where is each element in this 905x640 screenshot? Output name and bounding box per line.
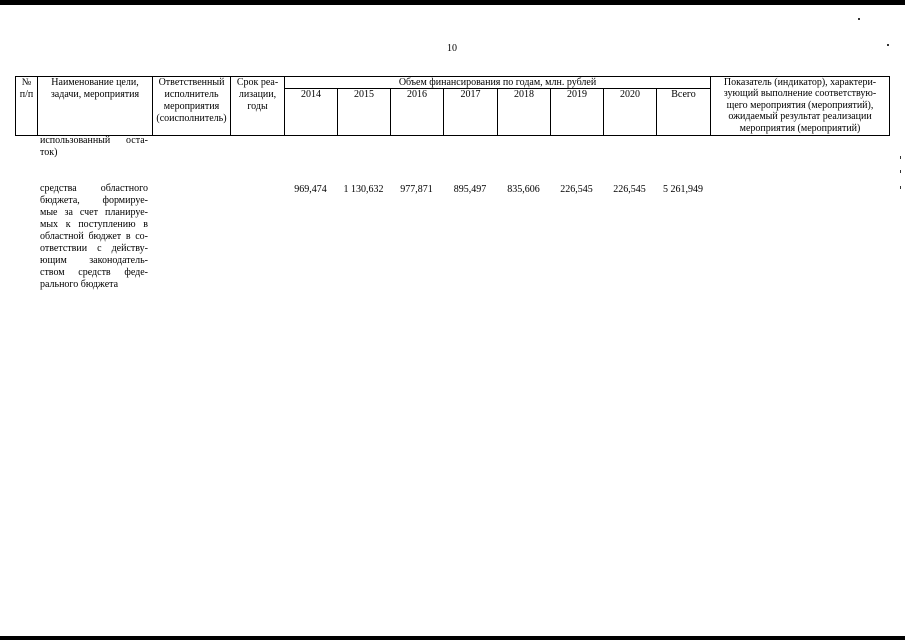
row-value-2014: 969,474 [294,184,327,195]
row-name-line: ющим законодатель- [40,255,148,266]
header-cell-funding [285,77,711,89]
header-line: мероприятия [163,101,220,112]
header-line: Показатель (индикатор), характери- [723,77,877,88]
row-name-line: областной бюджет в со- [40,231,148,242]
header-line: Наименование цели, [51,77,139,88]
row-name-line: ток) [40,147,58,158]
header-cell-year-2020 [604,89,657,136]
row-value-2019: 226,545 [560,184,593,195]
header-line: 2018 [514,89,534,100]
scan-edge-top [0,0,905,5]
row-name-line: ством средств феде- [40,267,148,278]
header-cell-term [231,77,285,136]
header-line: 2019 [567,89,587,100]
row-value-2018: 835,606 [507,184,540,195]
row-name-line: средства областного [40,183,148,194]
header-cell-name [38,77,153,136]
scan-edge-bottom [0,636,905,640]
table-header [15,76,890,136]
table-row [40,135,148,159]
page-number: 10 [447,43,457,54]
row-name-line: использованный оста- [40,135,148,146]
row-name-line: рального бюджета [40,279,119,290]
row-name-line: мых к поступлению в [40,219,148,230]
header-line: № [21,77,32,88]
header-line: Ответственный [158,77,225,88]
header-cell-year-2014 [285,89,338,136]
header-line: зующий выполнение соответствую- [723,88,877,100]
row-value-2015: 1 130,632 [343,184,384,195]
header-cell-year-2018 [498,89,551,136]
scan-speck [887,44,889,46]
row-value-total: 5 261,949 [663,184,703,195]
row-value-2016: 977,871 [400,184,433,195]
header-line: п/п [19,89,34,100]
header-cell-executor [153,77,231,136]
table-row [40,183,148,291]
header-line: годы [247,101,268,112]
header-line: Срок реа- [236,77,279,88]
header-cell-indicator [711,77,890,136]
header-line: мероприятия (мероприятий) [739,122,861,134]
header-line: (соисполнитель) [156,113,227,124]
header-cell-year-2019 [551,89,604,136]
row-name-line: бюджета, формируе- [40,195,148,206]
header-cell-total [657,89,711,136]
header-line: щего мероприятия (мероприятий), [726,99,874,111]
header-cell-year-2015 [338,89,391,136]
header-line: 2015 [354,89,374,100]
header-line: лизации, [238,89,277,100]
scan-speck [900,186,901,189]
scan-speck [900,170,901,173]
row-value-2017: 895,497 [453,184,487,195]
header-line: Объем финансирования по годам, млн. рублей [398,77,597,88]
header-line: ожидаемый результат реализации [728,111,872,123]
row-value-2020: 226,545 [613,184,646,195]
header-line: 2017 [460,89,481,100]
header-cell-num [16,77,38,136]
header-line: задачи, мероприятия [50,89,140,100]
header-line: исполнитель [164,89,219,100]
scan-speck [858,18,860,20]
row-name-line: мые за счет планируе- [40,207,148,218]
row-name-line: ответствии с действу- [40,243,148,254]
header-line: 2016 [407,89,427,100]
header-line: 2014 [301,89,321,100]
header-line: Всего [671,89,696,100]
scan-speck [900,156,901,159]
header-line: 2020 [620,89,640,100]
header-cell-year-2017 [444,89,498,136]
header-cell-year-2016 [391,89,444,136]
